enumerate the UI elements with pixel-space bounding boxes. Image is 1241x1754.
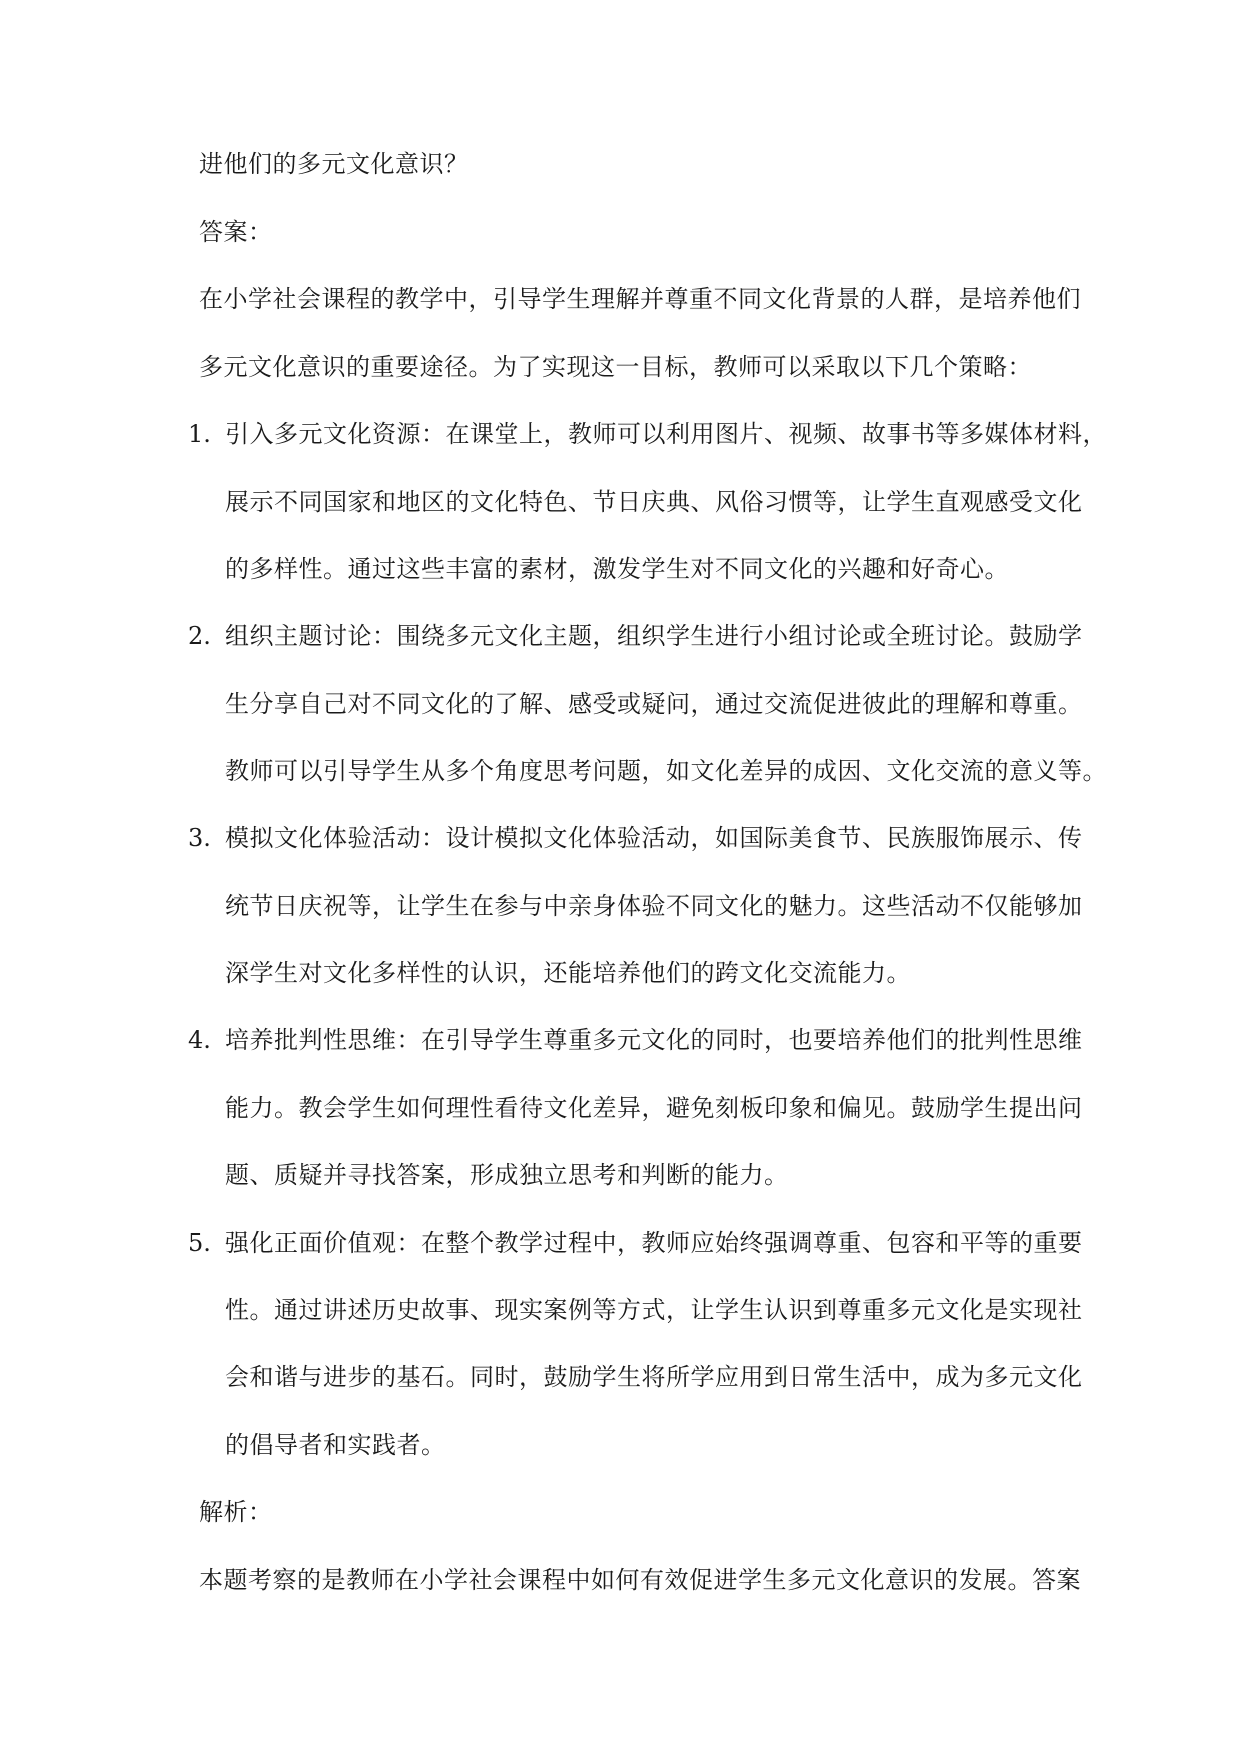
list-item-line: 会和谐与进步的基石。同时，鼓励学生将所学应用到日常生活中，成为多元文化: [225, 1363, 1083, 1391]
list-item-line: 培养批判性思维：在引导学生尊重多元文化的同时，也要培养他们的批判性思维: [225, 1026, 1083, 1054]
list-item-line: 强化正面价值观：在整个教学过程中，教师应始终强调尊重、包容和平等的重要: [225, 1229, 1083, 1257]
list-item-line: 引入多元文化资源：在课堂上，教师可以利用图片、视频、故事书等多媒体材料，: [225, 420, 1107, 448]
list-item-line: 的多样性。通过这些丰富的素材，激发学生对不同文化的兴趣和好奇心。: [225, 555, 1009, 583]
list-item-line: 组织主题讨论：围绕多元文化主题，组织学生进行小组讨论或全班讨论。鼓励学: [225, 622, 1083, 650]
list-item-line: 的倡导者和实践者。: [225, 1431, 446, 1459]
list-item-number: 3.: [188, 824, 211, 852]
list-item-line: 生分享自己对不同文化的了解、感受或疑问，通过交流促进彼此的理解和尊重。: [225, 690, 1083, 718]
analysis-label: 解析：: [199, 1498, 273, 1526]
question-tail: 进他们的多元文化意识？: [199, 150, 469, 178]
list-item-line: 题、质疑并寻找答案，形成独立思考和判断的能力。: [225, 1161, 789, 1189]
intro-line: 在小学社会课程的教学中，引导学生理解并尊重不同文化背景的人群，是培养他们: [199, 285, 1081, 313]
list-item-number: 2.: [188, 622, 211, 650]
list-item-line: 性。通过讲述历史故事、现实案例等方式，让学生认识到尊重多元文化是实现社: [225, 1296, 1083, 1324]
list-item-number: 5.: [188, 1229, 211, 1257]
list-item-line: 统节日庆祝等，让学生在参与中亲身体验不同文化的魅力。这些活动不仅能够加: [225, 892, 1083, 920]
list-item-number: 4.: [188, 1026, 211, 1054]
list-item-line: 教师可以引导学生从多个角度思考问题，如文化差异的成因、文化交流的意义等。: [225, 757, 1107, 785]
analysis-line: 本题考察的是教师在小学社会课程中如何有效促进学生多元文化意识的发展。答案: [199, 1566, 1081, 1594]
list-item-line: 模拟文化体验活动：设计模拟文化体验活动，如国际美食节、民族服饰展示、传: [225, 824, 1083, 852]
list-item-number: 1.: [188, 420, 211, 448]
list-item-line: 深学生对文化多样性的认识，还能培养他们的跨文化交流能力。: [225, 959, 911, 987]
answer-label: 答案：: [199, 218, 273, 246]
list-item-line: 能力。教会学生如何理性看待文化差异，避免刻板印象和偏见。鼓励学生提出问: [225, 1094, 1083, 1122]
intro-line: 多元文化意识的重要途径。为了实现这一目标，教师可以采取以下几个策略：: [199, 353, 1032, 381]
list-item-line: 展示不同国家和地区的文化特色、节日庆典、风俗习惯等，让学生直观感受文化: [225, 488, 1083, 516]
